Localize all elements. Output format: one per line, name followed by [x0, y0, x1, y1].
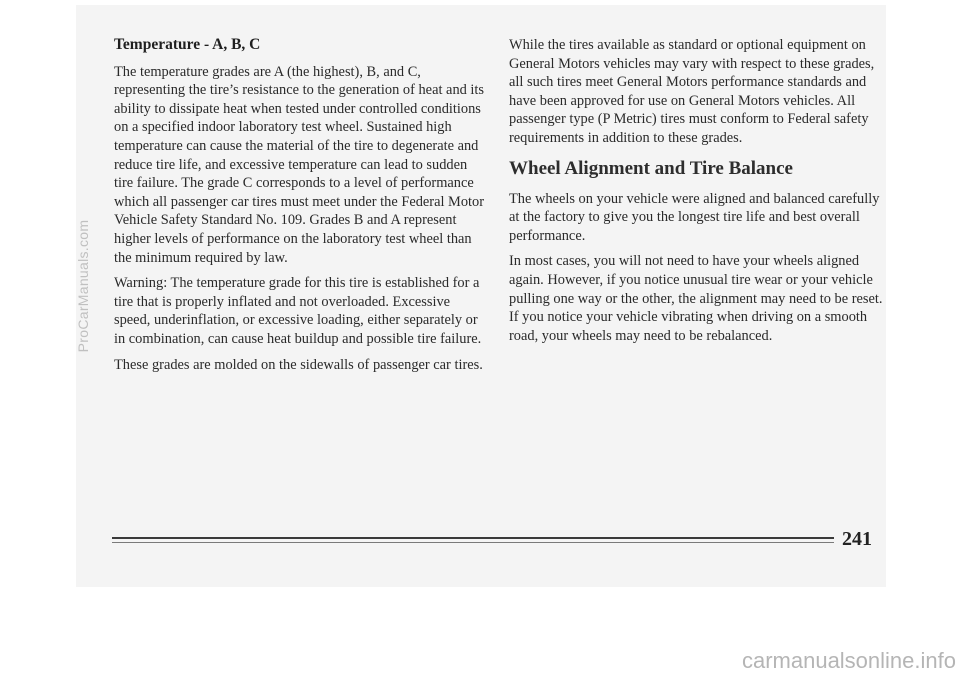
- side-watermark: ProCarManuals.com: [75, 219, 91, 353]
- temperature-heading: Temperature - A, B, C: [114, 36, 261, 53]
- footer-rule-thick: [112, 537, 834, 539]
- page-number: 241: [842, 528, 872, 550]
- rebalance-paragraph: In most cases, you will not need to have your wheels aligned again. However, if you notice unusual tire wear or your vehicle pulling one way or the other, the alignment may need to be reset. If you notice your vehicle vibrating when driving on a smooth road, your wheels may need to be rebalanced.: [509, 253, 883, 344]
- alignment-paragraph: The wheels on your vehicle were aligned and balanced carefully at the factory to give you the longest tire life and best overall performance.: [509, 190, 880, 244]
- footer-rule-thin: [112, 542, 834, 543]
- footer-watermark: carmanualsonline.info: [741, 648, 956, 673]
- warning-paragraph: Warning: The temperature grade for this tire is established for a tire that is properly inflated and not overloaded. Excessive speed, underinflation, or excessive loading, either separately or in combination, can cause heat buildup and possible tire failure.: [114, 275, 482, 347]
- sidewall-paragraph: These grades are molded on the sidewalls of passenger car tires.: [114, 356, 483, 373]
- gm-tires-paragraph: While the tires available as standard or optional equipment on General Motors vehicles may vary with respect to these grades, all such tires meet General Motors performance standards and have been approved for use on General Motors vehicles. All passenger type (P Metric) tires must conform to Federal safety requirements in addition to these grades.: [509, 37, 875, 146]
- left-column: [114, 36, 489, 381]
- right-column: [509, 36, 887, 352]
- temperature-paragraph: The temperature grades are A (the highest), B, and C, representing the tire’s resistance to the generation of heat and its ability to dissipate heat when tested under controlled conditions on a specified indoor laboratory test wheel. Sustained high temperature can cause the material of the tire to degenerate and reduce tire life, and excessive temperature can lead to sudden tire failure. The grade C corresponds to a level of performance which all passenger car tires must meet under the Federal Motor Vehicle Safety Standard No. 109. Grades B and A represent higher levels of performance on the laboratory test wheel than the minimum required by law.: [114, 63, 485, 266]
- section-title: Wheel Alignment and Tire Balance: [509, 157, 793, 179]
